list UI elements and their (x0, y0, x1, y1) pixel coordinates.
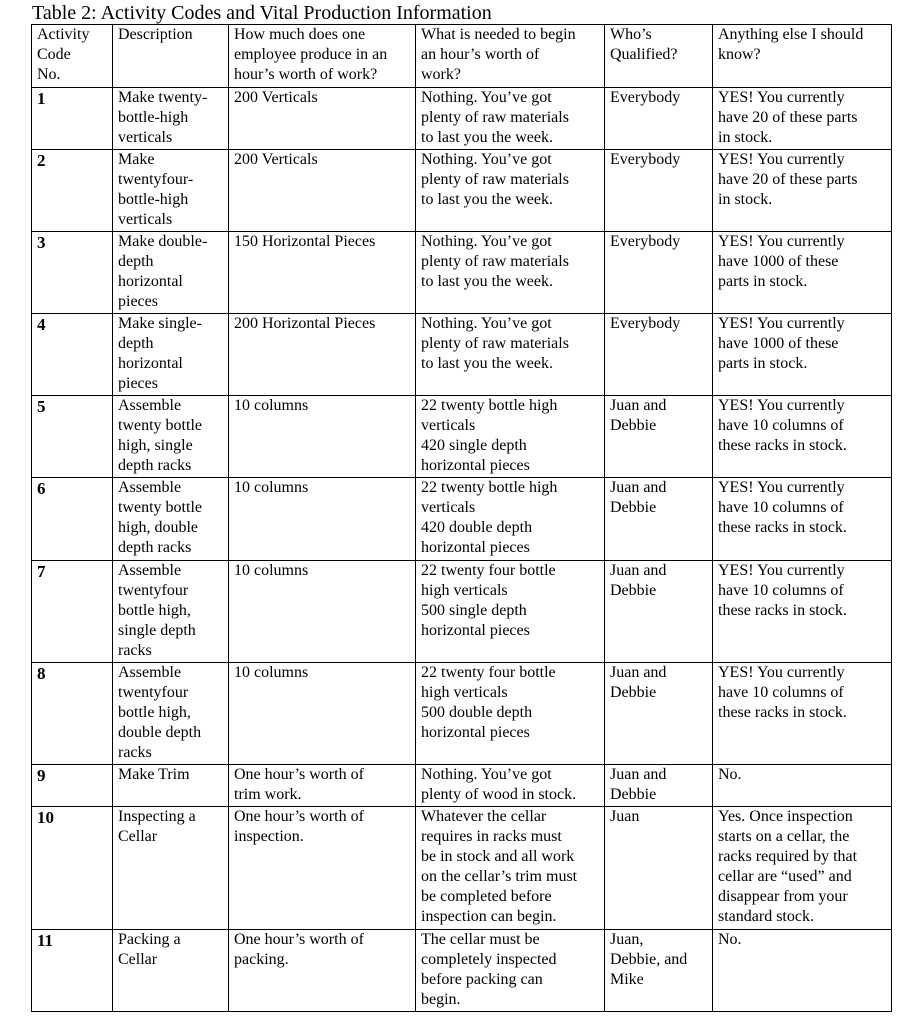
output-cell: One hour’s worth of inspection. (229, 807, 416, 930)
table-row (32, 561, 892, 663)
header-description: Description (113, 25, 229, 88)
notes-cell: YES! You currently have 10 columns of these racks in stock. (713, 478, 892, 561)
qualified-cell: Everybody (605, 88, 713, 150)
description-cell: Assemble twentyfour bottle high, double depth racks (113, 663, 229, 765)
output-cell: One hour’s worth of packing. (229, 930, 416, 1012)
header-qualified: Who’s Qualified? (605, 25, 713, 88)
activity-code-cell: 4 (32, 314, 113, 396)
activity-code-cell: 1 (32, 88, 113, 150)
requirements-cell: 22 twenty four bottle high verticals 500 double depth horizontal pieces (416, 663, 605, 765)
description-cell: Make single- depth horizontal pieces (113, 314, 229, 396)
qualified-cell: Juan and Debbie (605, 663, 713, 765)
description-cell: Packing a Cellar (113, 930, 229, 1012)
output-cell: 10 columns (229, 396, 416, 478)
requirements-cell: Nothing. You’ve got plenty of wood in stock. (416, 765, 605, 807)
requirements-cell: Nothing. You’ve got plenty of raw materials to last you the week. (416, 232, 605, 314)
notes-cell: YES! You currently have 10 columns of these racks in stock. (713, 663, 892, 765)
activity-codes-table (31, 24, 892, 1012)
description-cell: Make twentyfour- bottle-high verticals (113, 150, 229, 232)
notes-cell: YES! You currently have 1000 of these parts in stock. (713, 314, 892, 396)
qualified-cell: Juan and Debbie (605, 396, 713, 478)
header-output: How much does one employee produce in an hour’s worth of work? (229, 25, 416, 88)
description-cell: Assemble twenty bottle high, double depth racks (113, 478, 229, 561)
activity-code-cell: 7 (32, 561, 113, 663)
output-cell: One hour’s worth of trim work. (229, 765, 416, 807)
requirements-cell: Nothing. You’ve got plenty of raw materials to last you the week. (416, 314, 605, 396)
table-row (32, 232, 892, 314)
notes-cell: Yes. Once inspection starts on a cellar, the racks required by that cellar are “used” and disappear from your standard stock. (713, 807, 892, 930)
table-row (32, 663, 892, 765)
table-row (32, 396, 892, 478)
description-cell: Make Trim (113, 765, 229, 807)
activity-code-cell: 10 (32, 807, 113, 930)
activity-code-cell: 9 (32, 765, 113, 807)
activity-code-cell: 6 (32, 478, 113, 561)
header-notes: Anything else I should know? (713, 25, 892, 88)
qualified-cell: Juan and Debbie (605, 478, 713, 561)
qualified-cell: Juan and Debbie (605, 561, 713, 663)
activity-code-cell: 2 (32, 150, 113, 232)
requirements-cell: The cellar must be completely inspected before packing can begin. (416, 930, 605, 1012)
notes-cell: YES! You currently have 1000 of these parts in stock. (713, 232, 892, 314)
table-row (32, 314, 892, 396)
description-cell: Make twenty- bottle-high verticals (113, 88, 229, 150)
notes-cell: YES! You currently have 10 columns of these racks in stock. (713, 561, 892, 663)
activity-code-cell: 3 (32, 232, 113, 314)
qualified-cell: Juan, Debbie, and Mike (605, 930, 713, 1012)
table-row (32, 930, 892, 1012)
notes-cell: YES! You currently have 20 of these parts in stock. (713, 88, 892, 150)
description-cell: Inspecting a Cellar (113, 807, 229, 930)
requirements-cell: Nothing. You’ve got plenty of raw materials to last you the week. (416, 88, 605, 150)
output-cell: 10 columns (229, 663, 416, 765)
table-row (32, 765, 892, 807)
requirements-cell: Nothing. You’ve got plenty of raw materials to last you the week. (416, 150, 605, 232)
header-activity-code: Activity Code No. (32, 25, 113, 88)
notes-cell: YES! You currently have 10 columns of these racks in stock. (713, 396, 892, 478)
requirements-cell: Whatever the cellar requires in racks must be in stock and all work on the cellar’s trim must be completed before inspection can begin. (416, 807, 605, 930)
output-cell: 150 Horizontal Pieces (229, 232, 416, 314)
qualified-cell: Juan (605, 807, 713, 930)
notes-cell: No. (713, 930, 892, 1012)
requirements-cell: 22 twenty bottle high verticals 420 single depth horizontal pieces (416, 396, 605, 478)
activity-code-cell: 8 (32, 663, 113, 765)
table-header-row (32, 25, 892, 88)
activity-code-cell: 5 (32, 396, 113, 478)
requirements-cell: 22 twenty bottle high verticals 420 double depth horizontal pieces (416, 478, 605, 561)
table-row (32, 478, 892, 561)
output-cell: 10 columns (229, 561, 416, 663)
description-cell: Assemble twentyfour bottle high, single depth racks (113, 561, 229, 663)
output-cell: 200 Horizontal Pieces (229, 314, 416, 396)
header-requirements: What is needed to begin an hour’s worth of work? (416, 25, 605, 88)
description-cell: Make double- depth horizontal pieces (113, 232, 229, 314)
table-row (32, 150, 892, 232)
description-cell: Assemble twenty bottle high, single depth racks (113, 396, 229, 478)
output-cell: 200 Verticals (229, 88, 416, 150)
table-row (32, 807, 892, 930)
table-caption: Table 2: Activity Codes and Vital Production Information (32, 2, 492, 24)
requirements-cell: 22 twenty four bottle high verticals 500 single depth horizontal pieces (416, 561, 605, 663)
qualified-cell: Everybody (605, 232, 713, 314)
output-cell: 200 Verticals (229, 150, 416, 232)
qualified-cell: Juan and Debbie (605, 765, 713, 807)
qualified-cell: Everybody (605, 314, 713, 396)
notes-cell: YES! You currently have 20 of these parts in stock. (713, 150, 892, 232)
activity-code-cell: 11 (32, 930, 113, 1012)
notes-cell: No. (713, 765, 892, 807)
output-cell: 10 columns (229, 478, 416, 561)
qualified-cell: Everybody (605, 150, 713, 232)
table-row (32, 88, 892, 150)
